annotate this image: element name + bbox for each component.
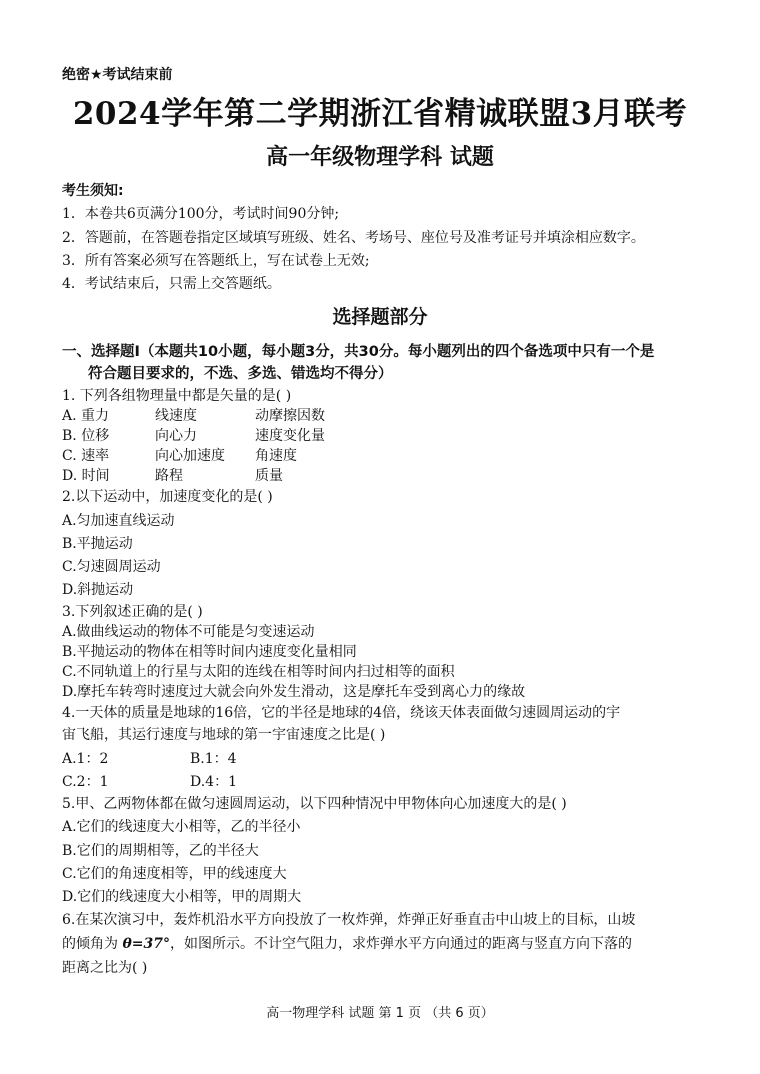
notice-item: 3．所有答案必须写在答题纸上，写在试卷上无效;: [62, 253, 370, 269]
q2-option-a: A.匀加速直线运动: [62, 513, 175, 529]
q4-option-c: C.2：1: [62, 774, 109, 790]
question-2-stem: 2.以下运动中，加速度变化的是( ): [62, 489, 273, 505]
page-footer: 高一物理学科 试题 第 1 页 （共 6 页）: [266, 1006, 494, 1021]
notice-item: 1．本卷共6页满分100分，考试时间90分钟;: [62, 206, 340, 222]
q5-option-d: D.它们的线速度大小相等，甲的周期大: [62, 889, 302, 905]
question-6-stem-end: 距离之比为( ): [62, 960, 148, 976]
question-5-stem: 5.甲、乙两物体都在做匀速圆周运动，以下四种情况中甲物体向心加速度大的是( ): [62, 796, 567, 812]
exam-subtitle: 高一年级物理学科 试题: [266, 145, 494, 170]
q1-option-a: A. 重力: [62, 408, 110, 424]
question-6-stem-cont: [62, 933, 632, 953]
confidential-label: 绝密★考试结束前: [62, 67, 173, 83]
q1-option-c-3: 角速度: [255, 448, 297, 464]
question-4-stem: 4.一天体的质量是地球的16倍，它的半径是地球的4倍，绕该天体表面做匀速圆周运动的宇: [62, 705, 621, 721]
q2-option-c: C.匀速圆周运动: [62, 559, 161, 575]
q2-option-b: B.平抛运动: [62, 536, 133, 552]
q3-option-d: D.摩托车转弯时速度过大就会向外发生滑动，这是摩托车受到离心力的缘故: [62, 684, 526, 700]
section-title: 选择题部分: [332, 306, 428, 328]
q3-option-a: A.做曲线运动的物体不可能是匀变速运动: [62, 624, 315, 640]
q2-option-d: D.斜抛运动: [62, 582, 134, 598]
q4-option-d: D.4：1: [190, 774, 237, 790]
q1-option-a-3: 动摩擦因数: [255, 408, 325, 424]
question-6-stem: 6.在某次演习中，轰炸机沿水平方向投放了一枚炸弹，炸弹正好垂直击中山坡上的目标，山坡: [62, 912, 636, 928]
q5-option-a: A.它们的线速度大小相等，乙的半径小: [62, 819, 301, 835]
q1-option-b: B. 位移: [62, 428, 110, 444]
q1-option-c: C. 速率: [62, 448, 110, 464]
q1-option-c-2: 向心加速度: [155, 448, 225, 464]
angle-formula: θ=37°: [122, 936, 171, 952]
question-1-stem: 1. 下列各组物理量中都是矢量的是( ): [62, 388, 292, 404]
q4-option-a: A.1：2: [62, 751, 109, 767]
q5-option-b: B.它们的周期相等，乙的半径大: [62, 843, 259, 859]
question-type-heading-cont: 符合题目要求的，不选、多选、错选均不得分）: [88, 366, 393, 382]
q1-option-d-2: 路程: [155, 468, 183, 484]
notice-item: 2．答题前，在答题卷指定区域填写班级、姓名、考场号、座位号及准考证号并填涂相应数字。: [62, 230, 645, 246]
q1-option-b-2: 向心力: [155, 428, 197, 444]
question-3-stem: 3.下列叙述正确的是( ): [62, 604, 203, 620]
q1-option-d-3: 质量: [255, 468, 283, 484]
q6-text-pre: 的倾角为: [62, 936, 123, 952]
q1-option-d: D. 时间: [62, 468, 110, 484]
q4-option-b: B.1：4: [190, 751, 237, 767]
q1-option-a-2: 线速度: [155, 408, 197, 424]
q3-option-b: B.平抛运动的物体在相等时间内速度变化量相同: [62, 644, 357, 660]
q3-option-c: C.不同轨道上的行星与太阳的连线在相等时间内扫过相等的面积: [62, 664, 455, 680]
question-type-heading: 一、选择题Ⅰ（本题共10小题，每小题3分，共30分。每小题列出的四个备选项中只有一个是: [62, 344, 655, 360]
exam-title: 2024学年第二学期浙江省精诚联盟3月联考: [72, 96, 688, 132]
q5-option-c: C.它们的角速度相等，甲的线速度大: [62, 866, 287, 882]
q1-option-b-3: 速度变化量: [255, 428, 325, 444]
notice-heading: 考生须知:: [62, 183, 124, 199]
q6-text-post: ，如图所示。不计空气阻力，求炸弹水平方向通过的距离与竖直方向下落的: [170, 936, 633, 952]
notice-item: 4．考试结束后，只需上交答题纸。: [62, 276, 281, 292]
question-4-stem-cont: 宙飞船，其运行速度与地球的第一宇宙速度之比是( ): [62, 727, 386, 743]
